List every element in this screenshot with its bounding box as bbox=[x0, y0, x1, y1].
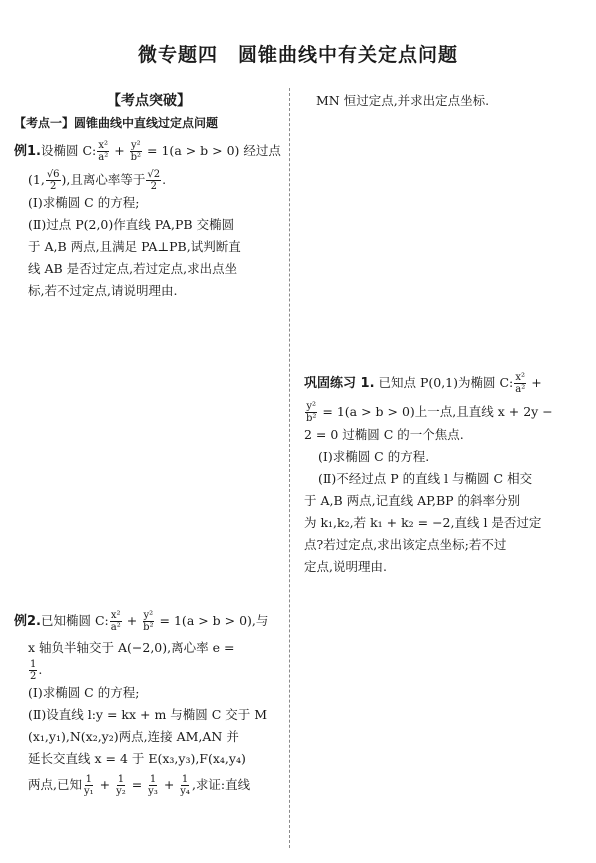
denominator: 2 bbox=[30, 671, 37, 682]
denominator: y₂ bbox=[116, 786, 126, 797]
text-segment: = 1(a > b > 0),与 bbox=[155, 613, 269, 628]
practice-1-line-2 bbox=[304, 401, 584, 424]
text-segment: (1, bbox=[28, 172, 45, 187]
numerator: 1 bbox=[85, 774, 92, 785]
example-2-part-2-line-3: 延长交直线 x = 4 于 E(x₃,y₃),F(x₄,y₄) bbox=[28, 751, 246, 766]
example-2-line-2: x 轴负半轴交于 A(−2,0),离心率 e = bbox=[28, 640, 235, 655]
numerator: 1 bbox=[117, 774, 125, 785]
numerator: y² bbox=[143, 610, 154, 621]
fraction bbox=[514, 372, 526, 395]
denominator: y₃ bbox=[148, 786, 158, 797]
left-column bbox=[14, 90, 284, 797]
denominator: a² bbox=[515, 384, 526, 395]
fraction bbox=[130, 140, 142, 163]
practice-1-line-1 bbox=[304, 372, 584, 395]
numerator: 1 bbox=[181, 774, 189, 785]
text-segment: 已知椭圆 C: bbox=[40, 613, 109, 628]
numerator: 1 bbox=[149, 774, 157, 785]
text-segment: 两点,已知 bbox=[28, 777, 82, 792]
example-1-part-2-line-1: (Ⅱ)过点 P(2,0)作直线 PA,PB 交椭圆 bbox=[28, 217, 235, 232]
numerator: x² bbox=[515, 372, 526, 383]
fraction bbox=[305, 401, 317, 424]
example-1-part-2-line-2: 于 A,B 两点,且满足 PA⊥PB,试判断直 bbox=[28, 239, 241, 254]
column-divider bbox=[289, 88, 290, 848]
text-segment: = 1(a > b > 0)上一点,且直线 x + 2y − bbox=[318, 404, 553, 419]
text-segment: ,求证:直线 bbox=[191, 777, 251, 792]
example-2-continued: MN 恒过定点,并求出定点坐标. bbox=[316, 93, 490, 108]
example-2-line-1 bbox=[14, 610, 284, 633]
practice-1-part-2-line-4: 点?若过定点,求出该定点坐标;若不过 bbox=[304, 537, 507, 552]
operator: = bbox=[127, 777, 147, 792]
operator: + bbox=[95, 777, 115, 792]
example-1-part-2-line-4: 标,若不过定点,请说明理由. bbox=[28, 283, 178, 298]
example-2-line-3 bbox=[14, 659, 284, 682]
text-segment: . bbox=[162, 172, 167, 187]
fraction bbox=[147, 774, 159, 797]
fraction bbox=[29, 659, 37, 682]
practice-1 bbox=[304, 372, 584, 578]
text-segment: + bbox=[527, 375, 542, 390]
denominator: b² bbox=[143, 622, 154, 633]
example-1-label: 例1. bbox=[14, 144, 41, 159]
example-2 bbox=[14, 610, 284, 797]
denominator: y₄ bbox=[180, 786, 190, 797]
text-segment: ),且离心率等于 bbox=[61, 172, 146, 187]
numerator: √6 bbox=[46, 169, 60, 180]
text-segment: = 1(a > b > 0) 经过点 bbox=[143, 143, 281, 158]
example-2-part-2-line-4 bbox=[14, 774, 284, 797]
numerator: √2 bbox=[147, 169, 161, 180]
numerator: x² bbox=[110, 610, 121, 621]
text-segment: 设椭圆 C: bbox=[40, 143, 97, 158]
denominator: 2 bbox=[49, 181, 57, 192]
denominator: y₁ bbox=[83, 786, 94, 797]
numerator: 1 bbox=[30, 659, 37, 670]
practice-1-part-1: (Ⅰ)求椭圆 C 的方程. bbox=[318, 449, 430, 464]
denominator: a² bbox=[110, 622, 121, 633]
numerator: y² bbox=[306, 401, 317, 412]
page-title: 微专题四 圆锥曲线中有关定点问题 bbox=[137, 44, 458, 66]
fraction bbox=[46, 169, 61, 192]
fraction bbox=[115, 774, 127, 797]
numerator: x² bbox=[98, 140, 109, 151]
practice-1-part-2-line-3: 为 k₁,k₂,若 k₁ + k₂ = −2,直线 l 是否过定 bbox=[304, 515, 542, 530]
denominator: b² bbox=[130, 152, 142, 163]
example-1-line-2 bbox=[14, 169, 284, 192]
fraction bbox=[83, 774, 95, 797]
practice-1-part-2-line-1: (Ⅱ)不经过点 P 的直线 l 与椭圆 C 相交 bbox=[318, 471, 533, 486]
sub-heading: 【考点一】圆锥曲线中直线过定点问题 bbox=[14, 116, 219, 130]
operator: + bbox=[122, 613, 142, 628]
example-1-line-1 bbox=[14, 140, 284, 163]
text-segment: 已知点 P(0,1)为椭圆 C: bbox=[374, 375, 514, 390]
numerator: y² bbox=[131, 140, 141, 151]
fraction bbox=[97, 140, 109, 163]
denominator: b² bbox=[306, 413, 317, 424]
text-segment: . bbox=[38, 662, 43, 677]
practice-1-line-3: 2 = 0 过椭圆 C 的一个焦点. bbox=[304, 427, 464, 442]
practice-1-part-2-line-2: 于 A,B 两点,记直线 AP,BP 的斜率分别 bbox=[304, 493, 521, 508]
denominator: 2 bbox=[150, 181, 157, 192]
practice-1-part-2-line-5: 定点,说明理由. bbox=[304, 559, 387, 574]
fraction bbox=[142, 610, 154, 633]
example-2-part-1: (Ⅰ)求椭圆 C 的方程; bbox=[28, 685, 140, 700]
example-1-part-1: (Ⅰ)求椭圆 C 的方程; bbox=[28, 195, 140, 210]
operator: + bbox=[110, 143, 129, 158]
fraction bbox=[110, 610, 122, 633]
practice-1-label: 巩固练习 1. bbox=[304, 376, 375, 391]
example-1-part-2-line-3: 线 AB 是否过定点,若过定点,求出点坐 bbox=[28, 261, 238, 276]
example-2-part-2-line-2: (x₁,y₁),N(x₂,y₂)两点,连接 AM,AN 并 bbox=[28, 729, 239, 744]
denominator: a² bbox=[98, 152, 109, 163]
example-2-label: 例2. bbox=[14, 614, 41, 629]
example-2-part-2-line-1: (Ⅱ)设直线 l:y = kx + m 与椭圆 C 交于 M bbox=[28, 707, 268, 722]
operator: + bbox=[159, 777, 179, 792]
fraction bbox=[179, 774, 191, 797]
section-heading: 【考点突破】 bbox=[107, 93, 191, 109]
example-1 bbox=[14, 140, 284, 302]
fraction bbox=[146, 169, 161, 192]
